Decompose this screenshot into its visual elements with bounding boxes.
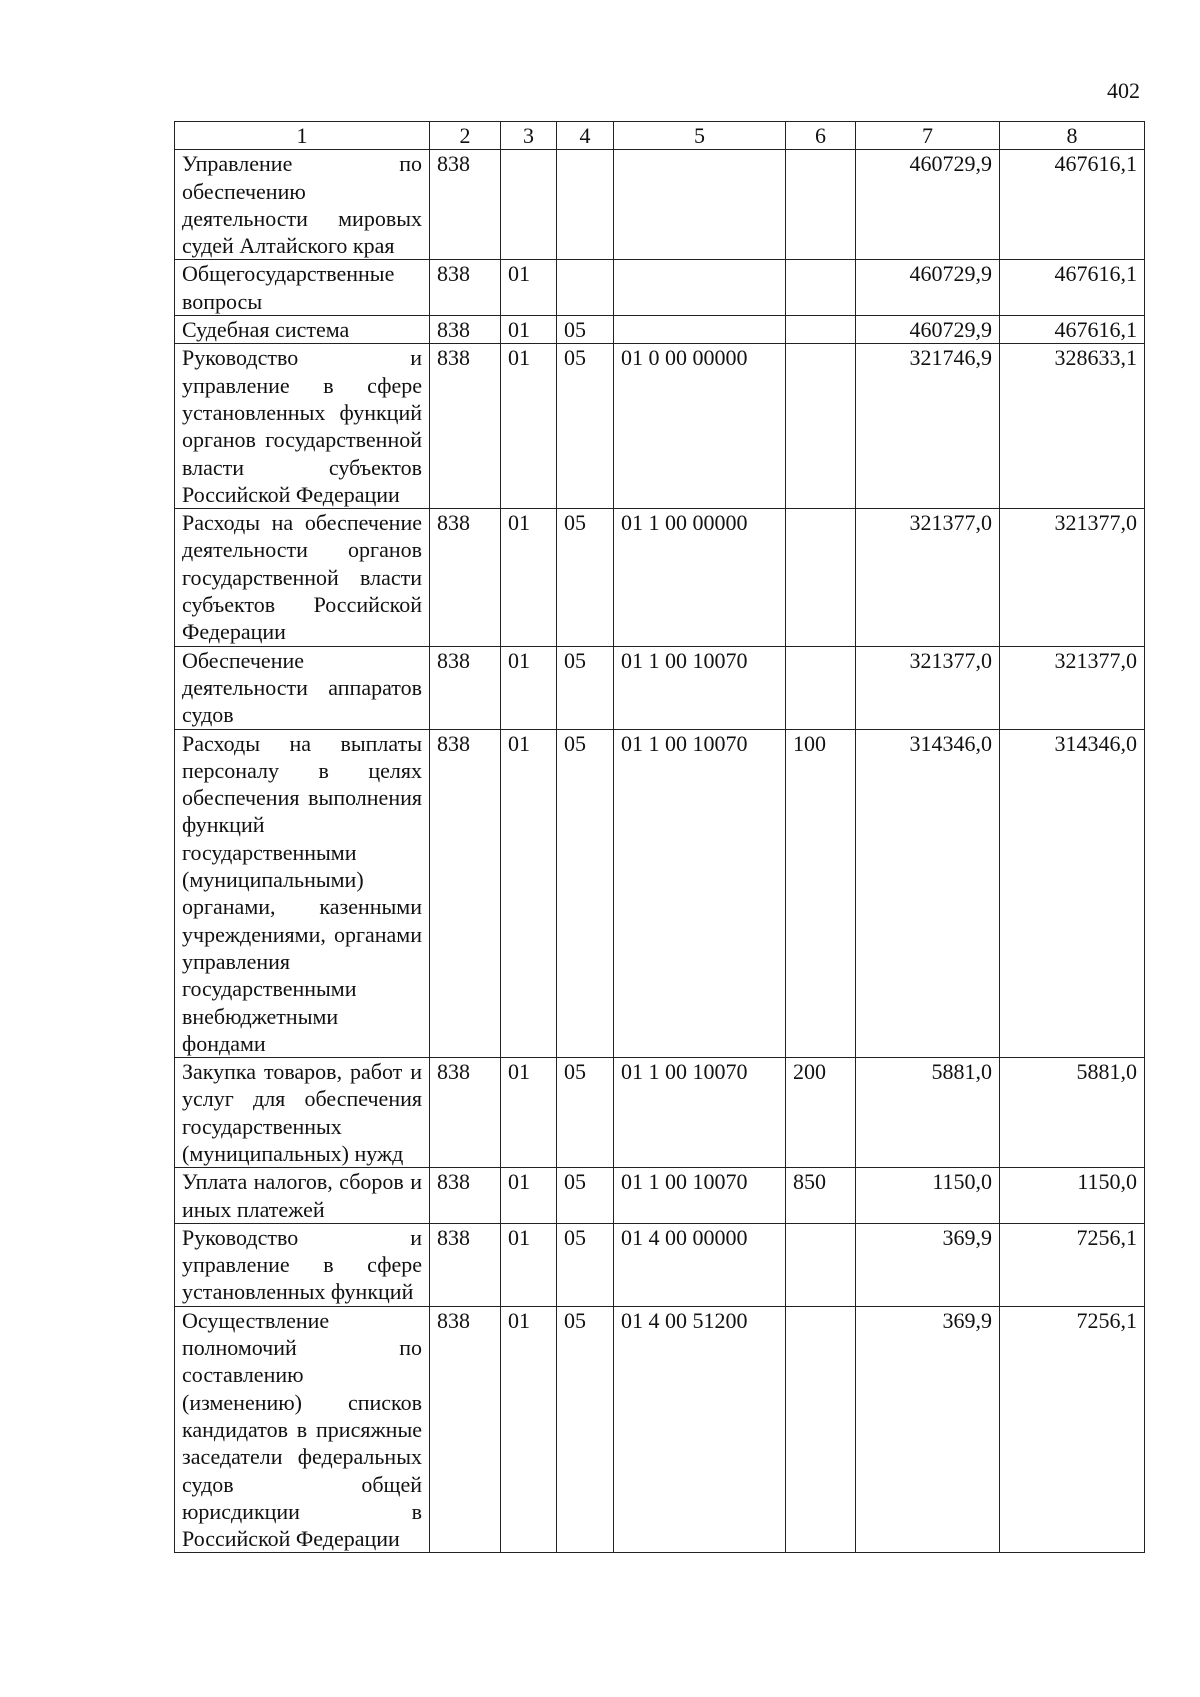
row-amount-col7: 321377,0 bbox=[856, 646, 1000, 729]
row-code-subsection: 05 bbox=[557, 344, 614, 509]
row-code-section: 01 bbox=[501, 1223, 557, 1306]
header-cell: 3 bbox=[501, 122, 557, 150]
row-amount-col8: 467616,1 bbox=[1000, 150, 1145, 260]
table-row bbox=[175, 1306, 1145, 1553]
row-code-gr: 838 bbox=[430, 260, 501, 316]
row-amount-col8: 321377,0 bbox=[1000, 646, 1145, 729]
row-amount-col7: 321746,9 bbox=[856, 344, 1000, 509]
row-name: Расходы на выплаты персоналу в целях обеспечения выполнения функций государственными (муниципальными) органами, казенными учреждениями, органами управления государственными внебюджетными фондами bbox=[175, 729, 430, 1058]
table-row bbox=[175, 729, 1145, 1058]
row-code-subsection: 05 bbox=[557, 509, 614, 646]
row-amount-col7: 460729,9 bbox=[856, 260, 1000, 316]
row-code-subsection: 05 bbox=[557, 316, 614, 344]
row-code-section: 01 bbox=[501, 729, 557, 1058]
row-amount-col8: 321377,0 bbox=[1000, 509, 1145, 646]
row-code-section: 01 bbox=[501, 1058, 557, 1168]
budget-table bbox=[174, 121, 1145, 1553]
header-cell: 5 bbox=[614, 122, 786, 150]
row-code-article: 01 1 00 10070 bbox=[614, 1058, 786, 1168]
row-code-subsection: 05 bbox=[557, 1058, 614, 1168]
row-code-section: 01 bbox=[501, 1306, 557, 1553]
row-code-expense-type bbox=[786, 260, 856, 316]
row-amount-col7: 369,9 bbox=[856, 1306, 1000, 1553]
row-code-expense-type bbox=[786, 509, 856, 646]
row-code-subsection: 05 bbox=[557, 1306, 614, 1553]
row-code-expense-type bbox=[786, 1306, 856, 1553]
table-row bbox=[175, 316, 1145, 344]
row-code-article: 01 0 00 00000 bbox=[614, 344, 786, 509]
row-code-section: 01 bbox=[501, 344, 557, 509]
row-code-article: 01 4 00 00000 bbox=[614, 1223, 786, 1306]
row-name: Руководство и управление в сфере установленных функций органов государственной власти субъектов Российской Федерации bbox=[175, 344, 430, 509]
row-code-article: 01 1 00 10070 bbox=[614, 1168, 786, 1224]
row-code-expense-type bbox=[786, 150, 856, 260]
page-number: 402 bbox=[1107, 78, 1140, 103]
row-amount-col8: 467616,1 bbox=[1000, 260, 1145, 316]
row-name: Управление по обеспечению деятельности мировых судей Алтайского края bbox=[175, 150, 430, 260]
row-amount-col8: 467616,1 bbox=[1000, 316, 1145, 344]
row-amount-col7: 369,9 bbox=[856, 1223, 1000, 1306]
row-name: Расходы на обеспечение деятельности органов государственной власти субъектов Российской Федерации bbox=[175, 509, 430, 646]
row-code-gr: 838 bbox=[430, 1058, 501, 1168]
row-code-subsection bbox=[557, 150, 614, 260]
row-code-gr: 838 bbox=[430, 729, 501, 1058]
header-cell: 4 bbox=[557, 122, 614, 150]
table-row bbox=[175, 1168, 1145, 1224]
row-code-article bbox=[614, 316, 786, 344]
row-code-section: 01 bbox=[501, 316, 557, 344]
table-row bbox=[175, 150, 1145, 260]
row-code-gr: 838 bbox=[430, 1223, 501, 1306]
row-amount-col8: 314346,0 bbox=[1000, 729, 1145, 1058]
row-name: Судебная система bbox=[175, 316, 430, 344]
row-name: Общегосударственные вопросы bbox=[175, 260, 430, 316]
table-row bbox=[175, 260, 1145, 316]
row-amount-col7: 314346,0 bbox=[856, 729, 1000, 1058]
row-code-expense-type bbox=[786, 316, 856, 344]
row-code-gr: 838 bbox=[430, 316, 501, 344]
row-code-gr: 838 bbox=[430, 344, 501, 509]
row-code-section bbox=[501, 150, 557, 260]
row-amount-col8: 5881,0 bbox=[1000, 1058, 1145, 1168]
row-code-expense-type: 200 bbox=[786, 1058, 856, 1168]
header-cell: 6 bbox=[786, 122, 856, 150]
table-row bbox=[175, 1223, 1145, 1306]
row-name: Уплата налогов, сборов и иных платежей bbox=[175, 1168, 430, 1224]
row-code-article bbox=[614, 150, 786, 260]
row-amount-col8: 7256,1 bbox=[1000, 1306, 1145, 1553]
row-code-subsection: 05 bbox=[557, 1168, 614, 1224]
row-code-article bbox=[614, 260, 786, 316]
row-code-section: 01 bbox=[501, 260, 557, 316]
row-code-gr: 838 bbox=[430, 1306, 501, 1553]
row-amount-col7: 460729,9 bbox=[856, 316, 1000, 344]
header-cell: 1 bbox=[175, 122, 430, 150]
header-cell: 7 bbox=[856, 122, 1000, 150]
table-row bbox=[175, 344, 1145, 509]
table-row bbox=[175, 646, 1145, 729]
header-row bbox=[175, 122, 1145, 150]
row-amount-col7: 1150,0 bbox=[856, 1168, 1000, 1224]
row-amount-col8: 7256,1 bbox=[1000, 1223, 1145, 1306]
row-name: Руководство и управление в сфере установленных функций bbox=[175, 1223, 430, 1306]
row-code-expense-type: 100 bbox=[786, 729, 856, 1058]
row-code-expense-type bbox=[786, 1223, 856, 1306]
row-code-section: 01 bbox=[501, 646, 557, 729]
row-name: Закупка товаров, работ и услуг для обеспечения государственных (муниципальных) нужд bbox=[175, 1058, 430, 1168]
row-name: Осуществление полномочий по составлению (изменению) списков кандидатов в присяжные заседатели федеральных судов общей юрисдикции в Российской Федерации bbox=[175, 1306, 430, 1553]
row-name: Обеспечение деятельности аппаратов судов bbox=[175, 646, 430, 729]
row-code-subsection: 05 bbox=[557, 1223, 614, 1306]
table-row bbox=[175, 1058, 1145, 1168]
row-code-subsection bbox=[557, 260, 614, 316]
row-code-subsection: 05 bbox=[557, 646, 614, 729]
table-row bbox=[175, 509, 1145, 646]
row-code-expense-type bbox=[786, 646, 856, 729]
row-code-expense-type bbox=[786, 344, 856, 509]
row-amount-col7: 460729,9 bbox=[856, 150, 1000, 260]
row-code-expense-type: 850 bbox=[786, 1168, 856, 1224]
row-amount-col8: 328633,1 bbox=[1000, 344, 1145, 509]
row-code-gr: 838 bbox=[430, 150, 501, 260]
row-code-section: 01 bbox=[501, 1168, 557, 1224]
row-code-article: 01 4 00 51200 bbox=[614, 1306, 786, 1553]
row-code-subsection: 05 bbox=[557, 729, 614, 1058]
row-code-gr: 838 bbox=[430, 646, 501, 729]
row-code-gr: 838 bbox=[430, 1168, 501, 1224]
row-code-gr: 838 bbox=[430, 509, 501, 646]
header-cell: 2 bbox=[430, 122, 501, 150]
row-amount-col7: 321377,0 bbox=[856, 509, 1000, 646]
row-code-article: 01 1 00 10070 bbox=[614, 729, 786, 1058]
row-amount-col7: 5881,0 bbox=[856, 1058, 1000, 1168]
row-amount-col8: 1150,0 bbox=[1000, 1168, 1145, 1224]
row-code-article: 01 1 00 00000 bbox=[614, 509, 786, 646]
header-cell: 8 bbox=[1000, 122, 1145, 150]
row-code-article: 01 1 00 10070 bbox=[614, 646, 786, 729]
row-code-section: 01 bbox=[501, 509, 557, 646]
